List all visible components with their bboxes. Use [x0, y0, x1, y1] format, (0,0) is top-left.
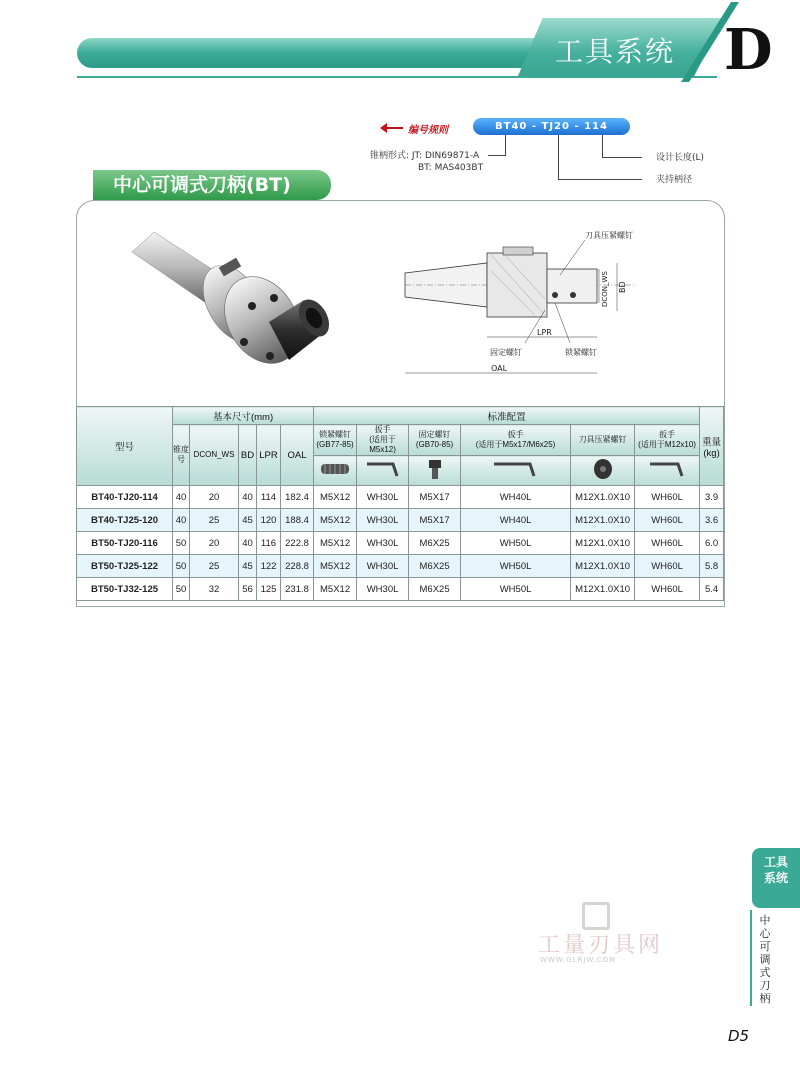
cell-press: M12X1.0X10: [571, 486, 635, 509]
hex-wrench-icon: [357, 456, 409, 486]
cell-bd: 45: [239, 509, 257, 532]
side-divider: [750, 910, 752, 1006]
cell-lock: M5X12: [314, 555, 357, 578]
numbering-rule-code: BT40 - TJ20 - 114: [473, 118, 630, 135]
label-lock-screw: 锁紧螺钉: [565, 348, 597, 357]
cell-lock: M5X12: [314, 578, 357, 601]
watermark-text: 工量刃具网: [538, 933, 664, 958]
th-wrench-3: 扳手 (适用于M12x10): [635, 425, 700, 456]
cell-w1: WH30L: [357, 555, 409, 578]
cell-taper: 40: [173, 486, 190, 509]
watermark-logo: [582, 902, 610, 930]
cell-fix: M6X25: [409, 555, 461, 578]
label-bd: BD: [618, 281, 627, 293]
th-weight: 重量(kg): [700, 407, 724, 486]
section-title: 中心可调式刀柄(BT): [93, 170, 331, 200]
cell-dcon: 20: [190, 532, 239, 555]
leader-line: [505, 135, 506, 155]
cell-bd: 56: [239, 578, 257, 601]
leader-line: [488, 155, 506, 156]
cell-w3: WH60L: [635, 486, 700, 509]
cell-bd: 40: [239, 532, 257, 555]
taper-form-note: 锥柄形式: JT: DIN69871-A: [370, 151, 480, 161]
th-lock-screw: 锁紧螺钉 (GB77-85): [314, 425, 357, 456]
th-wrench-1: 扳手 (适用于M5x12): [357, 425, 409, 456]
cell-bd: 45: [239, 555, 257, 578]
th-bd: BD: [239, 425, 257, 486]
numbering-rule-label: 编号规则: [408, 125, 448, 136]
cell-w2: WH50L: [461, 532, 571, 555]
press-screw-icon: [571, 456, 635, 486]
cell-weight: 5.4: [700, 578, 724, 601]
cell-oal: 182.4: [281, 486, 314, 509]
cell-model: BT40-TJ25-120: [77, 509, 173, 532]
cell-model: BT40-TJ20-114: [77, 486, 173, 509]
th-oal: OAL: [281, 425, 314, 486]
cell-lpr: 122: [257, 555, 281, 578]
cell-taper: 40: [173, 509, 190, 532]
cell-press: M12X1.0X10: [571, 532, 635, 555]
th-lpr: LPR: [257, 425, 281, 486]
cell-w2: WH50L: [461, 555, 571, 578]
chapter-letter: D: [724, 17, 773, 83]
cell-w1: WH30L: [357, 578, 409, 601]
table-row: [77, 532, 724, 555]
cell-weight: 3.9: [700, 486, 724, 509]
leader-line: [558, 135, 559, 179]
taper-form-note-2: BT: MAS403BT: [418, 163, 484, 173]
cell-lpr: 120: [257, 509, 281, 532]
cell-fix: M6X25: [409, 532, 461, 555]
cell-oal: 222.8: [281, 532, 314, 555]
cell-lock: M5X12: [314, 486, 357, 509]
cell-lpr: 125: [257, 578, 281, 601]
cell-dcon: 25: [190, 555, 239, 578]
cell-lpr: 116: [257, 532, 281, 555]
th-dcon: DCON_WS: [190, 425, 239, 486]
cell-lpr: 114: [257, 486, 281, 509]
cell-fix: M5X17: [409, 509, 461, 532]
leader-line: [558, 179, 642, 180]
cell-model: BT50-TJ20-116: [77, 532, 173, 555]
cell-w2: WH50L: [461, 578, 571, 601]
th-basic-dims: 基本尺寸(mm): [173, 407, 314, 425]
hex-wrench-icon: [635, 456, 700, 486]
screw-icon: [314, 456, 357, 486]
technical-drawing: [395, 225, 640, 385]
hex-wrench-icon: [461, 456, 571, 486]
cell-bd: 40: [239, 486, 257, 509]
cell-w2: WH40L: [461, 486, 571, 509]
table-row: [77, 486, 724, 509]
cell-weight: 3.6: [700, 509, 724, 532]
watermark-url: WWW.GLRJW.COM: [540, 956, 617, 964]
th-taper-no: 锥度号: [173, 425, 190, 486]
th-std-config: 标准配置: [314, 407, 700, 425]
cell-w2: WH40L: [461, 509, 571, 532]
cell-taper: 50: [173, 532, 190, 555]
label-tool-press-screw: 刀具压紧螺钉: [585, 231, 633, 240]
side-tab-label: 工具系统: [763, 855, 788, 885]
cell-weight: 6.0: [700, 532, 724, 555]
cell-press: M12X1.0X10: [571, 509, 635, 532]
cell-press: M12X1.0X10: [571, 578, 635, 601]
th-model: 型号: [77, 407, 173, 486]
side-subtitle: 中心可调式刀柄: [759, 914, 771, 1005]
cell-model: BT50-TJ25-122: [77, 555, 173, 578]
page-number: D5: [728, 1027, 750, 1045]
cell-oal: 188.4: [281, 509, 314, 532]
cell-taper: 50: [173, 555, 190, 578]
cell-w1: WH30L: [357, 509, 409, 532]
chapter-title: 工具系统: [555, 35, 676, 68]
cell-press: M12X1.0X10: [571, 555, 635, 578]
cell-w3: WH60L: [635, 509, 700, 532]
cell-w3: WH60L: [635, 578, 700, 601]
cell-lock: M5X12: [314, 509, 357, 532]
label-oal: OAL: [491, 364, 508, 373]
label-fix-screw: 固定螺钉: [490, 348, 522, 357]
header-band: [77, 38, 597, 68]
th-press-screw: 刀具压紧螺钉: [571, 425, 635, 456]
cell-dcon: 25: [190, 509, 239, 532]
cell-model: BT50-TJ32-125: [77, 578, 173, 601]
cell-fix: M5X17: [409, 486, 461, 509]
arrow-line: [385, 127, 403, 129]
cell-w1: WH30L: [357, 532, 409, 555]
leader-line: [602, 135, 603, 157]
cell-w3: WH60L: [635, 532, 700, 555]
cell-oal: 231.8: [281, 578, 314, 601]
cell-w3: WH60L: [635, 555, 700, 578]
cell-dcon: 20: [190, 486, 239, 509]
design-length-note: 设计长度(L): [656, 153, 705, 163]
leader-line: [602, 157, 642, 158]
side-tab[interactable]: [752, 848, 800, 908]
label-dcon: DCON_WS: [601, 271, 609, 307]
header-rule: [77, 76, 717, 78]
cell-w1: WH30L: [357, 486, 409, 509]
th-wrench-2: 扳手 (适用于M5x17/M6x25): [461, 425, 571, 456]
clamp-diameter-note: 夹持柄径: [656, 175, 693, 185]
th-fix-screw: 固定螺钉 (GB70-85): [409, 425, 461, 456]
spec-table: [76, 406, 723, 601]
cell-lock: M5X12: [314, 532, 357, 555]
table-row: [77, 578, 724, 601]
cap-screw-icon: [409, 456, 461, 486]
cell-dcon: 32: [190, 578, 239, 601]
cell-weight: 5.8: [700, 555, 724, 578]
cell-oal: 228.8: [281, 555, 314, 578]
label-lpr: LPR: [537, 328, 552, 337]
cell-taper: 50: [173, 578, 190, 601]
table-row: [77, 509, 724, 532]
cell-fix: M6X25: [409, 578, 461, 601]
table-row: [77, 555, 724, 578]
tool-holder-image: [124, 222, 334, 387]
